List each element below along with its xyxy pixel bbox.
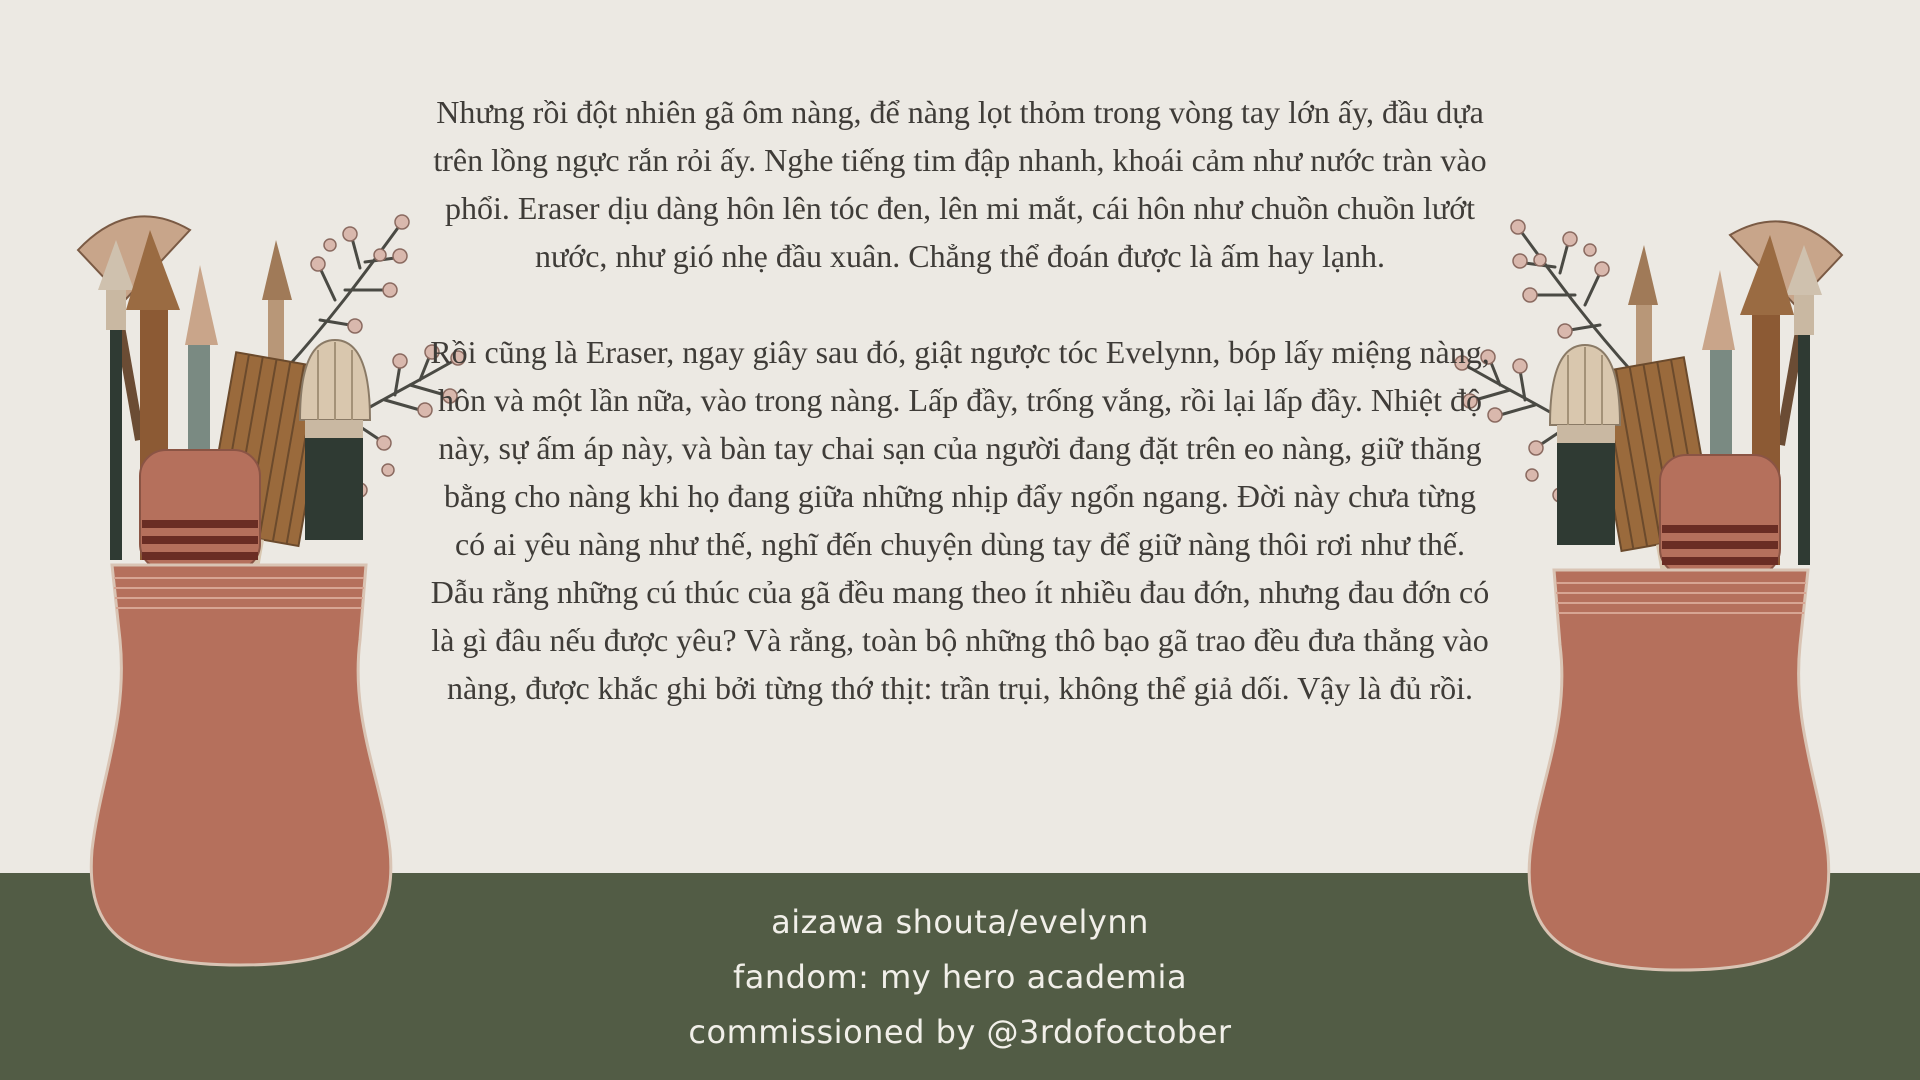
story-paragraph: Nhưng rồi đột nhiên gã ôm nàng, để nàng lọt thỏm trong vòng tay lớn ấy, đầu dựa trên lồng ngực rắn rỏi ấy. Nghe tiếng tim đập nhanh, khoái cảm như nước tràn vào phổi. Eraser dịu dàng hôn lên tóc đen, lên mi mắt, cái hôn như chuồn chuồn lướt nước, như gió nhẹ đầu xuân. Chẳng thể đoán được là ấm hay lạnh. xyxy=(433,94,1487,274)
credits xyxy=(560,895,1360,1060)
brush-vase-right-icon xyxy=(1440,0,1920,1000)
pairing-line: aizawa shouta/evelynn xyxy=(771,903,1149,941)
fandom-line: fandom: my hero academia xyxy=(732,958,1188,996)
story-paragraph: Rồi cũng là Eraser, ngay giây sau đó, giật ngược tóc Evelynn, bóp lấy miệng nàng, hôn và một lần nữa, vào trong nàng. Lấp đầy, trống vắng, rồi lại lấp đầy. Nhiệt độ này, sự ấm áp này, và bàn tay chai sạn của người đang đặt trên eo nàng, giữ thăng bằng cho nàng khi họ đang giữa những nhịp đẩy ngổn ngang. Đời này chưa từng có ai yêu nàng như thế, nghĩ đến chuyện dùng tay để giữ nàng thôi rơi như thế. Dẫu rằng những cú thúc của gã đều mang theo ít nhiều đau đớn, nhưng đau đớn có là gì đâu nếu được yêu? Và rằng, toàn bộ những thô bạo gã trao đều đưa thẳng vào nàng, được khắc ghi bởi từng thớ thịt: trần trụi, không thể giả dối. Vậy là đủ rồi. xyxy=(430,334,1490,706)
story-text xyxy=(430,88,1490,712)
commission-line: commissioned by @3rdofoctober xyxy=(688,1013,1232,1051)
brush-vase-left-icon xyxy=(0,0,480,1000)
